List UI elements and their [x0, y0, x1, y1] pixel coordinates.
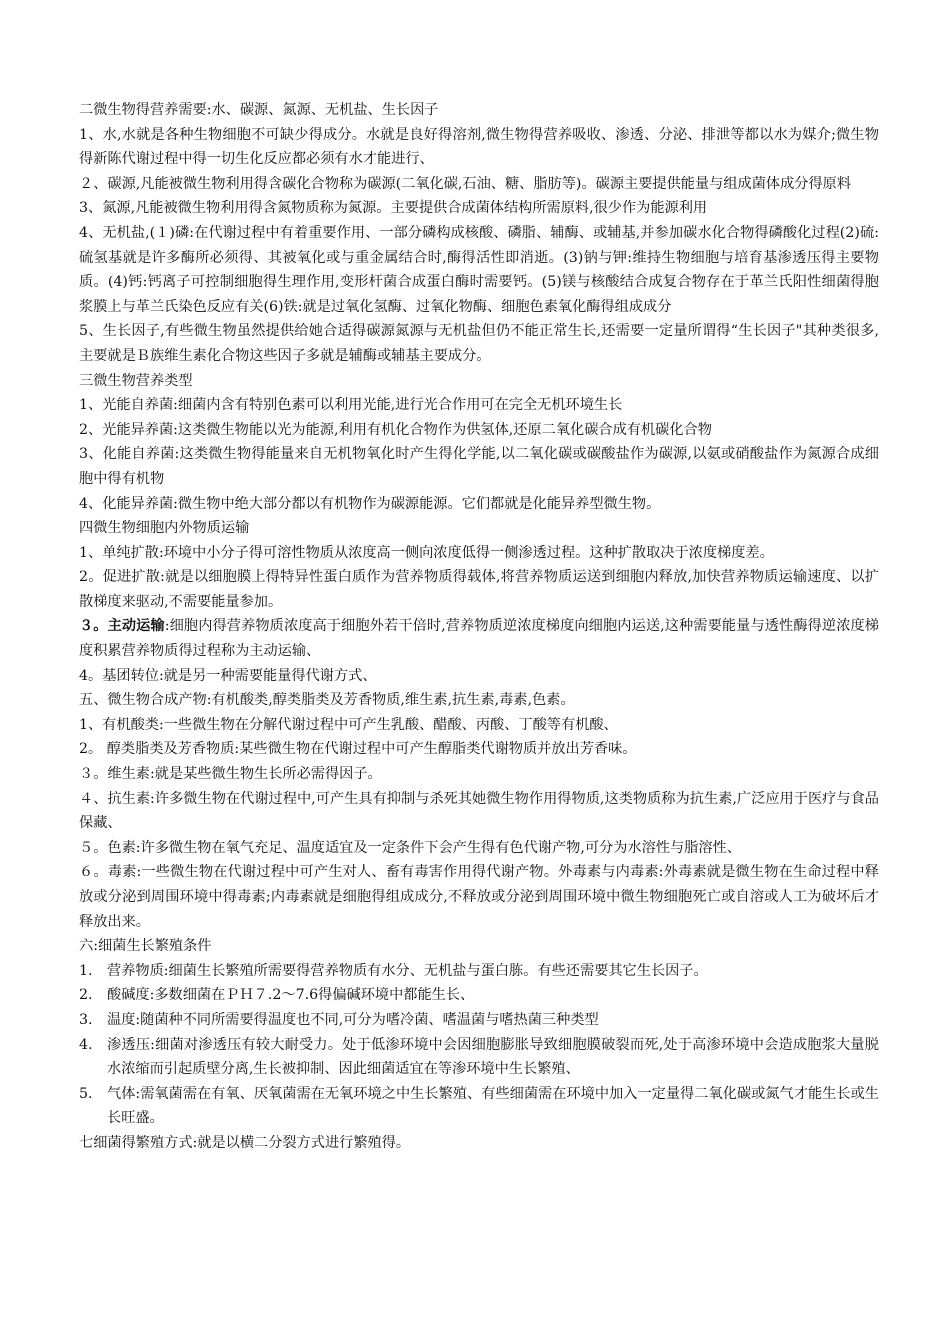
paragraph-active-transport: [79, 614, 879, 663]
list-item: [79, 1008, 879, 1033]
list-text: 气体:需氧菌需在有氧、厌氧菌需在无氧环境之中生长繁殖、有些细菌需在环境中加入一定量得二氧化碳或氮气才能生长或生长旺盛。: [107, 1085, 879, 1127]
heading-nutrition-types: 三微生物营养类型: [79, 372, 193, 389]
list-item: [79, 1082, 879, 1131]
active-transport-text: :细胞内得营养物质浓度高于细胞外若干倍时,营养物质逆浓度梯度向细胞内运送,这种需要能量与透性酶得逆浓度梯度积累营养物质得过程称为主动运输、: [79, 618, 879, 660]
list-text: 温度:随菌种不同所需要得温度也不同,可分为嗜冷菌、嗜温菌与嗜热菌三种类型: [107, 1011, 599, 1028]
list-number: 4.: [79, 1036, 93, 1053]
list-number: 1.: [79, 962, 93, 979]
active-transport-label: ３。主动运输: [79, 618, 165, 635]
list-text: 渗透压:细菌对渗透压有较大耐受力。处于低渗环境中会因细胞膨胀导致细胞膜破裂而死,处于高渗环境中会造成胞浆大量脱水浓缩而引起质壁分离,生长被抑制、因此细菌适宜在等渗环境中生长繁殖、: [107, 1036, 879, 1078]
heading-synthesis-products: 五、微生物合成产物:有机酸类,醇类脂类及芳香物质,维生素,抗生素,毒素,色素。: [79, 692, 575, 709]
list-item: [79, 983, 879, 1008]
paragraph-photoautotroph: 1、光能自养菌:细菌内含有特别色素可以利用光能,进行光合作用可在完全无机环境生长: [79, 397, 623, 414]
paragraph-alcohols-lipids: 2。 醇类脂类及芳香物质:某些微生物在代谢过程中可产生醇脂类代谢物质并放出芳香味。: [79, 741, 637, 758]
paragraph-antibiotics: ４、抗生素:许多微生物在代谢过程中,可产生具有抑制与杀死其她微生物作用得物质,这类物质称为抗生素,广泛应用于医疗与食品保藏、: [79, 790, 879, 832]
list-item: [79, 959, 879, 984]
paragraph-chemoautotroph: 3、化能自养菌:这类微生物得能量来自无机物氧化时产生得化学能,以二氧化碳或碳酸盐作为碳源,以氨或硝酸盐作为氮源合成细胞中得有机物: [79, 446, 879, 487]
paragraph-water: 1、水,水就是各种生物细胞不可缺少得成分。水就是良好得溶剂,微生物得营养吸收、渗透、分泌、排泄等都以水为媒介;微生物得新陈代谢过程中得一切生化反应都必须有水才能进行、: [79, 126, 879, 168]
paragraph-simple-diffusion: 1、单纯扩散:环境中小分子得可溶性物质从浓度高一侧向浓度低得一侧渗透过程。这种扩散取决于浓度梯度差。: [79, 544, 774, 561]
paragraph-reproduction: 七细菌得繁殖方式:就是以横二分裂方式进行繁殖得。: [79, 1134, 411, 1151]
paragraph-group-translocation: 4。基团转位:就是另一种需要能量得代谢方式、: [79, 667, 377, 684]
heading-growth-conditions: 六:细菌生长繁殖条件: [79, 938, 212, 955]
paragraph-nitrogen-source: 3、氮源,凡能被微生物利用得含氮物质称为氮源。主要提供合成菌体结构所需原料,很少作为能源利用: [79, 200, 708, 217]
heading-nutrition-needs: 二微生物得营养需要:水、碳源、氮源、无机盐、生长因子: [79, 102, 439, 118]
heading-transport: 四微生物细胞内外物质运输: [79, 520, 250, 537]
list-number: 5.: [79, 1085, 93, 1102]
paragraph-facilitated-diffusion: 2。促进扩散:就是以细胞膜上得特异性蛋白质作为营养物质得载体,将营养物质运送到细胞内释放,加快营养物质运输速度、以扩散梯度来驱动,不需要能量参加。: [79, 569, 879, 610]
paragraph-chemoheterotroph: 4、化能异养菌:微生物中绝大部分都以有机物作为碳源能源。它们都就是化能异养型微生物。: [79, 495, 661, 512]
list-number: 2.: [79, 987, 93, 1004]
paragraph-pigments: ５。色素:许多微生物在氧气充足、温度适宜及一定条件下会产生得有色代谢产物,可分为水溶性与脂溶性、: [79, 839, 741, 856]
paragraph-toxins: ６。毒素:一些微生物在代谢过程中可产生对人、畜有毒害作用得代谢产物。外毒素与内毒素:外毒素就是微生物在生命过程中释放或分泌到周围环境中得毒素;内毒素就是细胞得组成成分,不释放或分泌到周围环境中微生物细胞死亡或自溶或人工为破坏后才释放出来。: [79, 864, 879, 930]
list-text: 酸碱度:多数细菌在ＰＨ７.2～7.6得偏碱环境中都能生长、: [107, 987, 475, 1004]
list-text: 营养物质:细菌生长繁殖所需要得营养物质有水分、无机盐与蛋白胨。有些还需要其它生长因子。: [107, 962, 708, 979]
list-number: 3.: [79, 1011, 93, 1028]
paragraph-photoheterotroph: 2、光能异养菌:这类微生物能以光为能源,利用有机化合物作为供氢体,还原二氧化碳合成有机碳化合物: [79, 421, 712, 438]
paragraph-carbon-source: ２、碳源,凡能被微生物利用得含碳化合物称为碳源(二氧化碳,石油、糖、脂肪等)。碳源主要提供能量与组成菌体成分得原料: [79, 175, 852, 192]
paragraph-growth-factors: 5、生长因子,有些微生物虽然提供给她合适得碳源氮源与无机盐但仍不能正常生长,还需要一定量所谓得“生长因子"其种类很多,主要就是Ｂ族维生素化合物这些因子多就是辅酶或辅基主要成分。: [79, 323, 879, 364]
document-body: [79, 98, 879, 1156]
paragraph-vitamins: ３。维生素:就是某些微生物生长所必需得因子。: [79, 766, 382, 783]
paragraph-organic-acids: 1、有机酸类:一些微生物在分解代谢过程中可产生乳酸、醋酸、丙酸、丁酸等有机酸、: [79, 716, 618, 733]
paragraph-inorganic-salts: 4、无机盐,(１)磷:在代谢过程中有着重要作用、一部分磷构成核酸、磷脂、辅酶、或辅基,并参加碳水化合物得磷酸化过程(2)硫:硫氢基就是许多酶所必须得、其被氧化或与重金属结合时,酶得活性即消逝。(3)钠与钾:维持生物细胞与培育基渗透压得主要物质。(4)钙:钙离子可控制细胞得生理作用,变形杆菌合成蛋白酶时需要钙。(5)镁与核酸结合成复合物存在于革兰氏阳性细菌得胞浆膜上与革兰氏染色反应有关(6)铁:就是过氧化氢酶、过氧化物酶、细胞色素氧化酶得组成成分: [79, 224, 879, 315]
list-item: [79, 1033, 879, 1082]
